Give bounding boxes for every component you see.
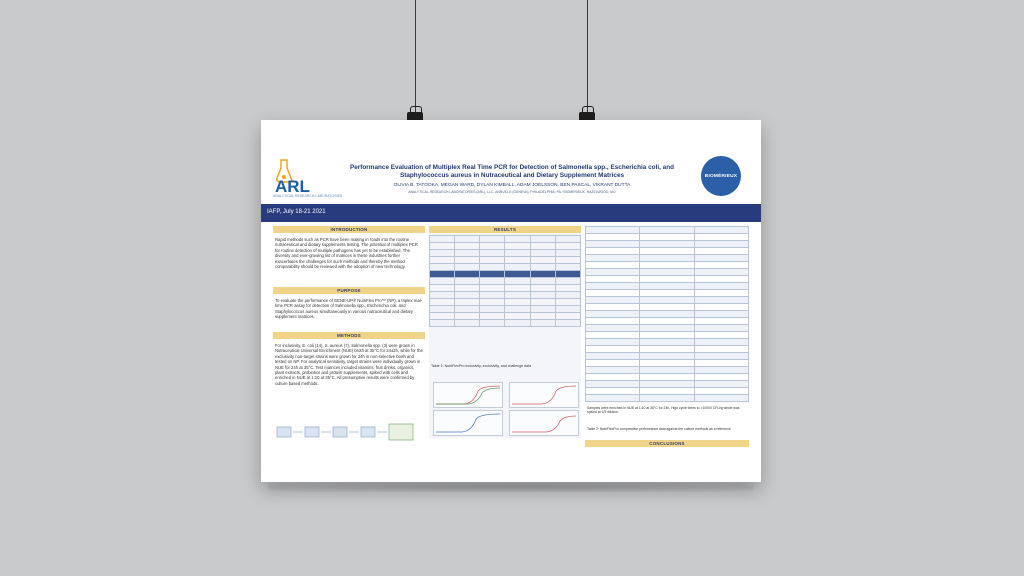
methods-heading: METHODS — [273, 332, 425, 339]
hanging-wire-right — [587, 0, 588, 118]
amplification-curve-2 — [509, 382, 579, 408]
right-column — [585, 226, 749, 447]
conclusions-heading: CONCLUSIONS — [585, 440, 749, 447]
hanging-wire-left — [415, 0, 416, 118]
amplification-curve-4 — [509, 410, 579, 436]
poster-affiliation: ANALYTICAL RESEARCH LABORATORIES (ARL), LLC, ANNVILLE (GENEVA), PHILADELPHIA, PA / BIOMERIEUX, HAZELWOOD, MO — [408, 190, 616, 194]
biomerieux-logo — [701, 156, 741, 196]
purpose-heading: PURPOSE — [273, 287, 425, 294]
poster-header — [261, 120, 761, 204]
middle-column — [429, 226, 581, 438]
biomerieux-logo-text: BIOMÉRIEUX — [704, 173, 738, 179]
amplification-curve-3 — [433, 410, 503, 436]
amplification-curve-1 — [433, 382, 503, 408]
methods-workflow-diagram — [273, 421, 425, 443]
research-poster — [261, 120, 761, 482]
conference-band — [261, 204, 761, 222]
results-heading: RESULTS — [429, 226, 581, 233]
comparative-note: Samples were enriched in NUE at 1:10 at 35°C for 24h. High cycle times to >10000 CFU/g whole was spiked at 1/5 dilution. — [587, 406, 740, 415]
poster-shadow — [268, 482, 754, 492]
introduction-text: Rapid methods such as PCR have been making in roads into the routine nutraceutical and dietary supplements testing. The potential of multiplex PCR for routine detection of multiple pathogens has yet to be established. The diversity and ever-growing list of matrices in these industries further exacerbates the challenges for such methods and thereby the method comparability should be reviewed with the adoption of new technology. — [275, 237, 418, 270]
arl-logo — [273, 158, 319, 194]
poster-title: Performance Evaluation of Multiplex Real Time PCR for Detection of Salmonella spp., Escherichia coli, and Staphylococcus aureus in Nutraceutical and Dietary Supplement Matrices — [349, 164, 675, 179]
arl-logo-subtitle: ANALYTICAL RESEARCH LABORATORIES — [273, 194, 343, 198]
table-1-caption: Table 1: NutriFlexPro inclusivity, exclusivity, and challenge data — [431, 364, 532, 368]
conference-date: IAFP, July 18-21 2021 — [267, 209, 326, 215]
methods-text: For inclusivity, E. coli (14), S. aureus (7), Salmonella spp. (3) were grown in Nutraceutical Universal Enrichment (NUE) broth at 35°C for 24±2h, while for the exclusivity non-target strains were grown for 24h in non-selective broth and tested on NP. For analytical sensitivity, target strains were individually grown in NUE for 24h at 35°C. Test matrices included vitamins, fruit drinks, organics, plant extracts, probiotics and protein supplements, spiked with cells and enriched in NUE at 1:10 at 35°C. All presumptive results were confirmed by culture based methods. — [275, 343, 423, 386]
purpose-text: To evaluate the performance of GENE-UP® NutriFlex Pro™ (NP), a triplex real-time PCR assay for detection of Salmonella spp., Escherichia coli, and Staphylococcus aureus simultaneously in various nutraceutical and dietary supplement matrices. — [275, 298, 423, 320]
arl-logo-text: ARL — [275, 177, 310, 194]
table-footnote — [431, 330, 579, 360]
results-table — [429, 235, 581, 327]
poster-authors: OLIVIA B. TATOOKA, MEGAN WARD, DYLAN KIMBALL, ADAM JOELSSON, BEN PASCAL, VIKRANT DUTTA — [393, 183, 631, 188]
table-2-caption: Table 2: NutriFlexPro comparative performance data against the culture methods as a reference — [587, 427, 731, 431]
left-column — [273, 226, 425, 448]
introduction-heading: INTRODUCTION — [273, 226, 425, 233]
comparative-table — [585, 226, 749, 402]
